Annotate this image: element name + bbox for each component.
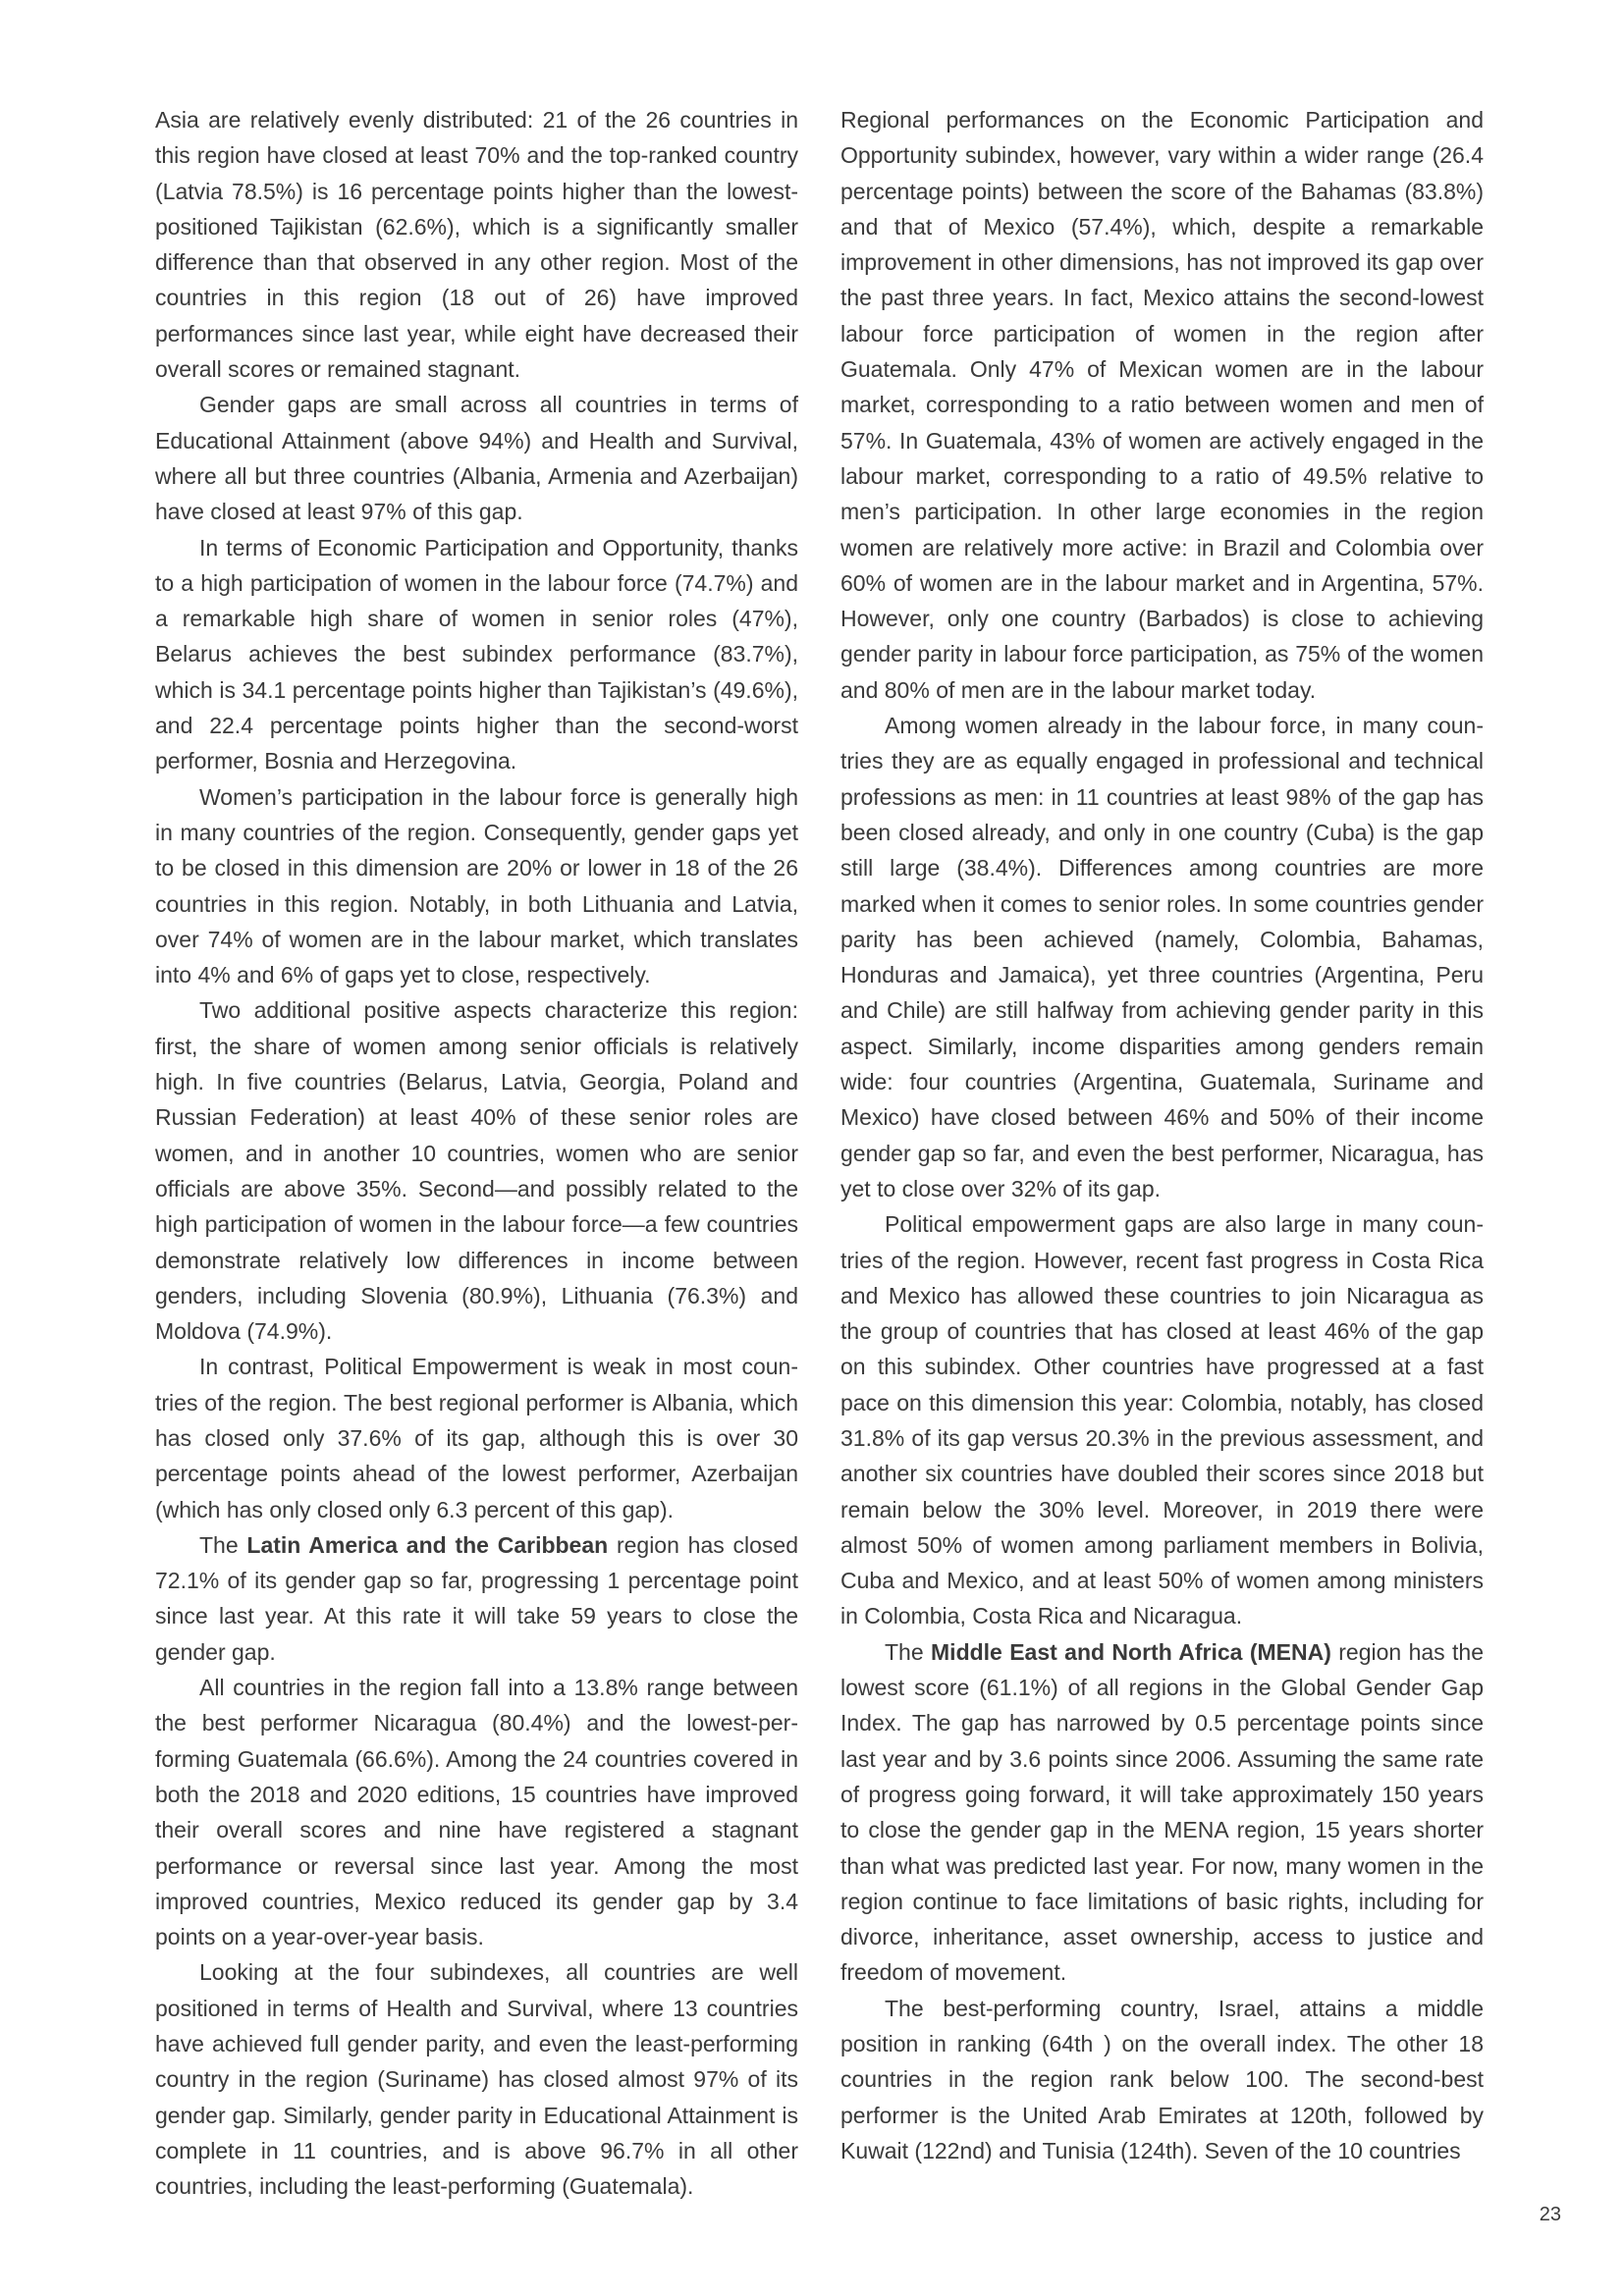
paragraph-mena-ranking: The best-performing country, Israel, attains a middle position in ranking (64th ) on the overall index. The other 18 countries in the region rank below 100. The second-best performer is the United Arab Emirates at 120th, followed by Kuwait (122nd) and Tunisia (124th). Seven of the 10 countries <box>840 1995 1484 2163</box>
region-heading-latin-america: Latin America and the Caribbean <box>246 1531 609 1558</box>
left-column <box>155 102 798 2205</box>
region-heading-mena: Middle East and North Africa (MENA) <box>931 1638 1331 1665</box>
text-run: The <box>199 1531 247 1558</box>
paragraph-mena-intro <box>840 1634 1484 1991</box>
paragraph-regional-economic-performance: Regional performances on the Economic Participation and Opportunity subindex, however, vary within a wider range (26.4 percentage points) between the score of the Bahamas (83.8%) and that of Mexico (57.4%), which, despite a remarkable improvement in other dimensions, has not improved its gap over the past three years. In fact, Mexico attains the second-lowest labour force participation of women in the region after Guatemala. Only 47% of Mexican women are in the labour market, corresponding to a ratio between women and men of 57%. In Guatemala, 43% of women are actively engaged in the labour market, corresponding to a ratio of 49.5% relative to men’s participation. In other large economies in the region women are relatively more active: in Brazil and Colombia over 60% of women are in the labour market and in Argentina, 57%. However, only one country (Barbados) is close to achieving gender parity in labour force participation, as 75% of the women and 80% of men are in the labour market today. <box>840 107 1484 703</box>
paragraph-latin-america-intro <box>155 1527 798 1670</box>
paragraph-latin-america-range: All countries in the region fall into a 13.8% range between the best performer Nicaragua (80.4%) and the lowest-performing Guatemala (66.6%). Among the 24 countries covered in both the 2018 and 2020 editions, 15 countries have improved their overall scores and nine have registered a stagnant performance or reversal since last year. Among the most improved countries, Mexico reduced its gender gap by 3.4 points on a year-over-year basis. <box>155 1675 798 1950</box>
text-run: region has the lowest score (61.1%) of all regions in the Global Gender Gap Index. The gap has narrowed by 0.5 percentage points since last year and by 3.6 points since 2006. Assuming the same rate of progress going forward, it will take approximately 150 years to close the gender gap in the MENA region, 15 years shorter than what was predicted last year. For now, many women in the region continue to face limitations of basic rights, including for divorce, inheritance, asset ownership, access to justice and freedom of movement. <box>840 1638 1485 1986</box>
paragraph-subindexes: Looking at the four subindexes, all countries are well positioned in terms of Health and Survival, where 13 countries have achieved full gender parity, and even the least-performing country in the region (Suriname) has closed almost 97% of its gender gap. Similarly, gender parity in Educational Attainment is complete in 11 countries, and is above 96.7% in all other countries, including the least-performing (Guatemala). <box>155 1959 798 2200</box>
page-number: 23 <box>1539 2204 1561 2225</box>
text-run: The <box>885 1638 932 1665</box>
paragraph-positive-aspects: Two additional positive aspects characterize this region: first, the share of women among senior officials is relatively high. In five countries (Belarus, Latvia, Georgia, Poland and Russian Federation) at least 40% of these senior roles are women, and in another 10 countries, women who are senior officials are above 35%. Second—and possibly related to the high participation of women in the labour force—a few countries demonstrate relatively low differences in income between genders, including Slovenia (80.9%), Lithuania (76.3%) and Moldova (74.9%). <box>155 997 798 1345</box>
text-run: region has closed 72.1% of its gender gap so far, progressing 1 percentage point since last year. At this rate it will take 59 years to close the gender gap. <box>155 1531 798 1665</box>
paragraph-political-empowerment: In contrast, Political Empowerment is weak in most countries of the region. The best regional performer is Albania, which has closed only 37.6% of its gap, although this is over 30 percentage points ahead of the lowest performer, Azerbaijan (which has only closed only 6.3 percent of this gap). <box>155 1354 798 1522</box>
paragraph-women-in-labour-force: Among women already in the labour force, in many countries they are as equally engaged in professional and technical professions as men: in 11 countries at least 98% of the gap has been closed already, and only in one country (Cuba) is the gap still large (38.4%). Differences among countries are more marked when it comes to senior roles. In some countries gender parity has been achieved (namely, Colombia, Bahamas, Honduras and Jamaica), yet three countries (Argentina, Peru and Chile) are still halfway from achieving gender parity in this aspect. Similarly, income disparities among genders remain wide: four countries (Argentina, Guatemala, Suriname and Mexico) have closed between 46% and 50% of their income gender gap so far, and even the best performer, Nicaragua, has yet to close over 32% of its gap. <box>840 713 1484 1201</box>
paragraph-political-gaps: Political empowerment gaps are also large in many countries of the region. However, recent fast progress in Costa Rica and Mexico has allowed these countries to join Nicaragua as the group of countries that has closed at least 46% of the gap on this subindex. Other countries have progressed at a fast pace on this dimension this year: Colombia, notably, has closed 31.8% of its gap versus 20.3% in the previous assessment, and another six countries have doubled their scores since 2018 but remain below the 30% level. Moreover, in 2019 there were almost 50% of women among parliament members in Bolivia, Cuba and Mexico, and at least 50% of women among ministers in Colombia, Costa Rica and Nicaragua. <box>840 1211 1484 1629</box>
paragraph-labour-force: Women’s participation in the labour force is generally high in many countries of the region. Consequently, gender gaps yet to be closed in this dimension are 20% or lower in 18 of the 26 countries in this region. Notably, in both Lithuania and Latvia, over 74% of women are in the labour market, which translates into 4% and 6% of gaps yet to close, respectively. <box>155 783 798 988</box>
right-column <box>840 102 1484 2168</box>
paragraph-education-health: Gender gaps are small across all countries in terms of Educational Attainment (above 94%) and Health and Survival, where all but three countries (Albania, Armenia and Azerbaijan) have closed at least 97% of this gap. <box>155 392 798 525</box>
paragraph-economic-participation: In terms of Economic Participation and Opportunity, thanks to a high participation of women in the labour force (74.7%) and a remarkable high share of women in senior roles (47%), Belarus achieves the best subindex performance (83.7%), which is 34.1 percentage points higher than Tajikistan’s (49.6%), and 22.4 percentage points higher than the second-worst performer, Bosnia and Herzegovina. <box>155 534 798 774</box>
paragraph-europe-central-asia-range: Asia are relatively evenly distributed: 21 of the 26 countries in this region have closed at least 70% and the top-ranked country (Latvia 78.5%) is 16 percentage points higher than the lowest-positioned Tajikistan (62.6%), which is a significantly smaller difference than that observed in any other region. Most of the countries in this region (18 out of 26) have improved performances since last year, while eight have decreased their overall scores or remained stagnant. <box>155 107 798 383</box>
